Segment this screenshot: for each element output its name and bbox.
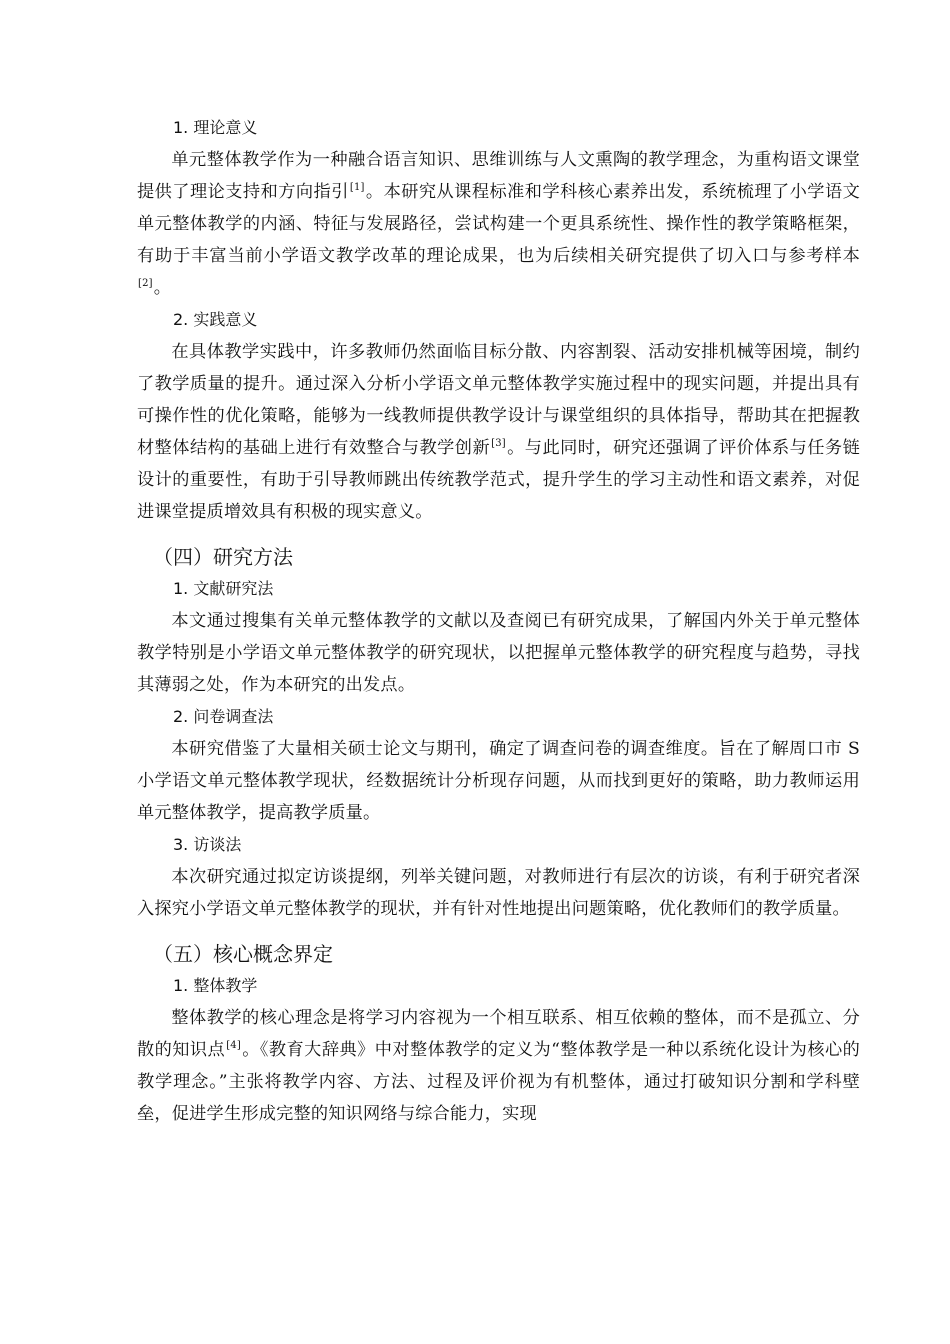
paragraph-practical-significance: 在具体教学实践中，许多教师仍然面临目标分散、内容割裂、活动安排机械等困境，制约了教学质量的提升。通过深入分析小学语文单元整体教学实施过程中的现实问题，并提出具有可操作性的优化策略，能够为一线教师提供教学设计与课堂组织的具体指导，帮助其在把握教材整体结构的基础上进行有效整合与教学创新[3]。与此同时，研究还强调了评价体系与任务链设计的重要性，有助于引导教师跳出传统教学范式，提升学生的学习主动性和语文素养，对促进课堂提质增效具有积极的现实意义。 — [137, 342, 860, 522]
subheading-holistic-teaching: 1. 整体教学 — [173, 976, 258, 995]
paragraph-holistic-teaching: 整体教学的核心理念是将学习内容视为一个相互联系、相互依赖的整体，而不是孤立、分散的知识点[4]。《教育大辞典》中对整体教学的定义为“整体教学是一种以系统化设计为核心的教学理念。”主张将教学内容、方法、过程及评价视为有机整体，通过打破知识分割和学科壁垒，促进学生形成完整的知识网络与综合能力，实现 — [137, 1008, 860, 1124]
paragraph-interview-method: 本次研究通过拟定访谈提纲，列举关键问题，对教师进行有层次的访谈，有利于研究者深入探究小学语文单元整体教学的现状，并有针对性地提出问题策略，优化教师们的教学质量。 — [137, 867, 860, 919]
document-page — [137, 112, 860, 1130]
citation-4[interactable]: [4] — [226, 1040, 241, 1051]
citation-3[interactable]: [3] — [491, 438, 506, 449]
subheading-interview-method: 3. 访谈法 — [173, 835, 242, 854]
subheading-literature-method: 1. 文献研究法 — [173, 579, 274, 598]
paragraph-questionnaire-method: 本研究借鉴了大量相关硕士论文与期刊，确定了调查问卷的调查维度。旨在了解周口市 S 小学语文单元整体教学现状，经数据统计分析现存问题，从而找到更好的策略，助力教师运用单元整体教学，提高教学质量。 — [137, 739, 860, 823]
paragraph-theoretical-significance: 单元整体教学作为一种融合语言知识、思维训练与人文熏陶的教学理念，为重构语文课堂提供了理论支持和方向指引[1]。本研究从课程标准和学科核心素养出发，系统梳理了小学语文单元整体教学的内涵、特征与发展路径，尝试构建一个更具系统性、操作性的教学策略框架，有助于丰富当前小学语文教学改革的理论成果，也为后续相关研究提供了切入口与参考样本[2]。 — [137, 150, 860, 298]
subheading-questionnaire-method: 2. 问卷调查法 — [173, 707, 274, 726]
citation-2[interactable]: [2] — [138, 278, 153, 289]
citation-1[interactable]: [1] — [349, 182, 365, 193]
subheading-theoretical-significance: 1. 理论意义 — [173, 118, 258, 137]
paragraph-literature-method: 本文通过搜集有关单元整体教学的文献以及查阅已有研究成果，了解国内外关于单元整体教学特别是小学语文单元整体教学的研究现状，以把握单元整体教学的研究程度与趋势，寻找其薄弱之处，作为本研究的出发点。 — [137, 611, 860, 695]
section-heading-research-methods: （四）研究方法 — [153, 545, 293, 569]
section-heading-core-concepts: （五）核心概念界定 — [153, 942, 333, 966]
subheading-practical-significance: 2. 实践意义 — [173, 310, 258, 329]
